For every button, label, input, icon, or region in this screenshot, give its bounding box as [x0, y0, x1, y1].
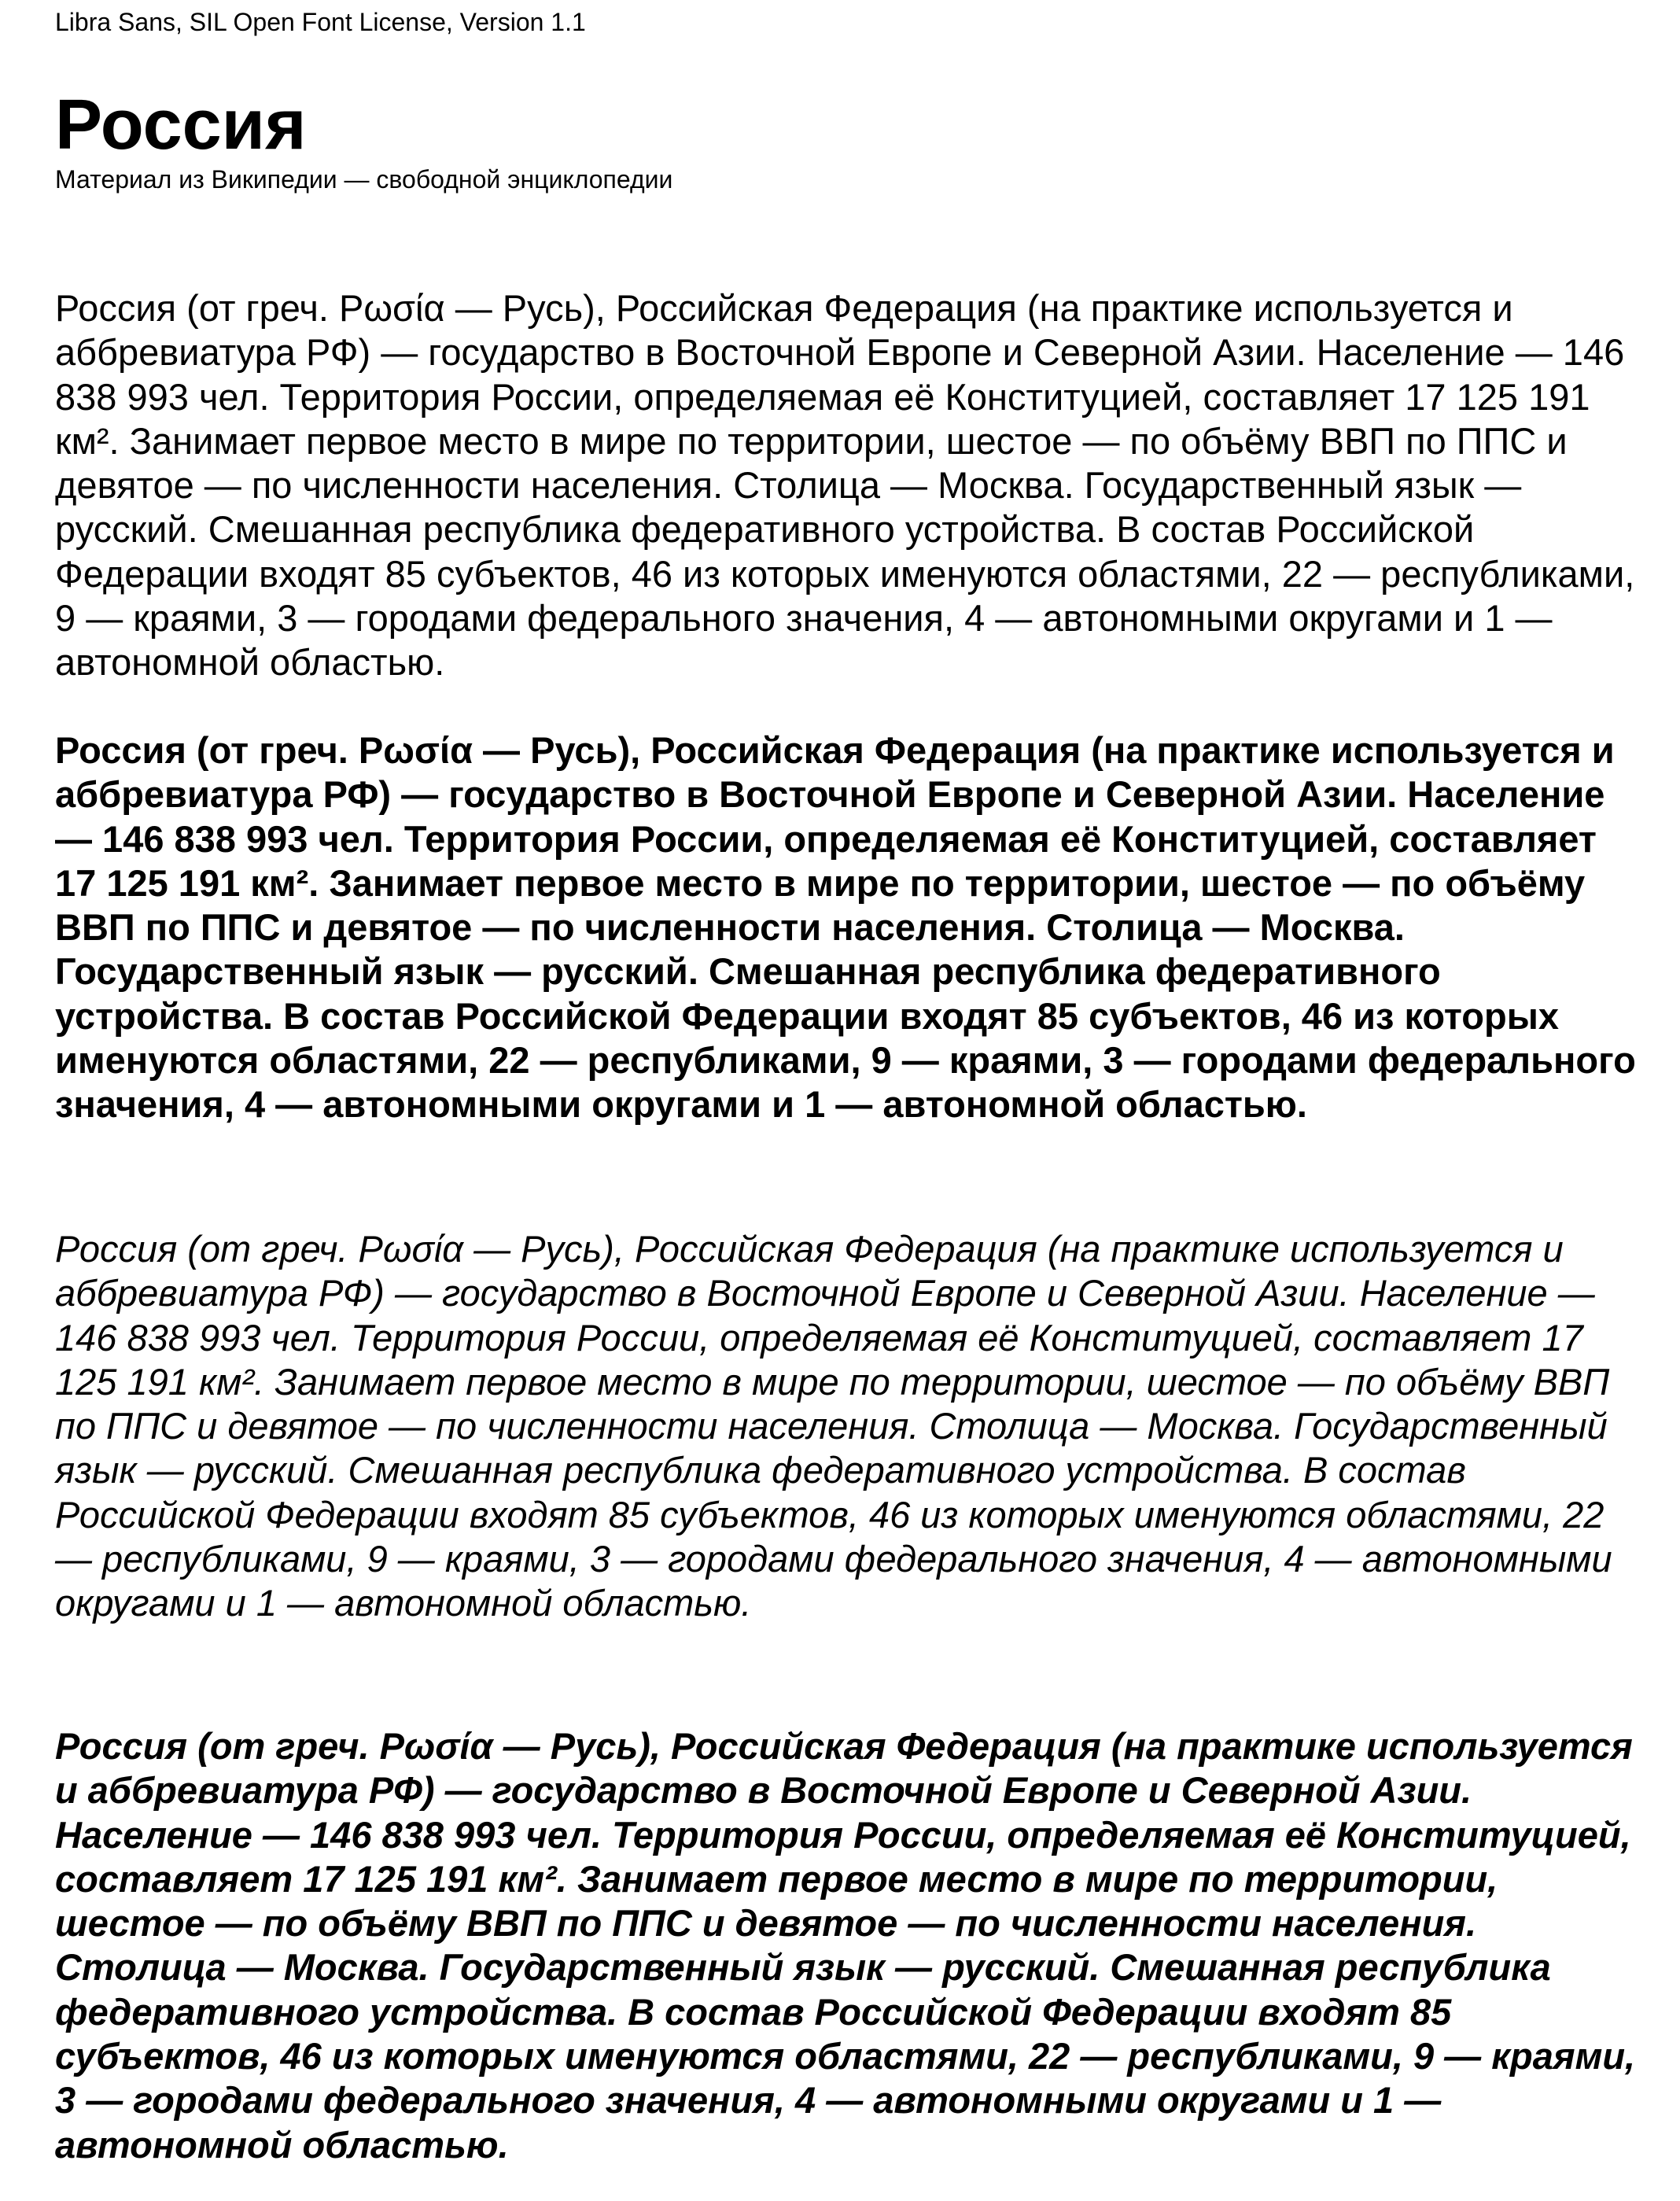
paragraph-italic: Россия (от греч. Ρωσία — Русь), Российская Федерация (на практике используется и аббревиатура РФ) — государство в Восточной Европе и Северной Азии. Население — 146 838 993 чел. Территория России, определяемая её Конституцией, составляет 17 125 191 км². Занимает первое место в мире по территории, шестое — по объёму ВВП по ППС и девятое — по численности населения. Столица — Москва. Государственный язык — русский. Смешанная республика федеративного устройства. В состав Российской Федерации входят 85 субъектов, 46 из которых именуются областями, 22 — республиками, 9 — краями, 3 — городами федерального значения, 4 — автономными округами и 1 — автономной областью.	[55, 1228, 1612, 1624]
paragraph-bold: Россия (от греч. Ρωσία — Русь), Российская Федерация (на практике используется и аббревиатура РФ) — государство в Восточной Европе и Северной Азии. Население — 146 838 993 чел. Территория России, определяемая её Конституцией, составляет 17 125 191 км². Занимает первое место в мире по территории, шестое — по объёму ВВП по ППС и девятое — по численности населения. Столица — Москва. Государственный язык — русский. Смешанная республика федеративного устройства. В состав Российской Федерации входят 85 субъектов, 46 из которых именуются областями, 22 — республиками, 9 — краями, 3 — городами федерального значения, 4 — автономными округами и 1 — автономной областью.	[55, 729, 1636, 1126]
paragraph-regular: Россия (от греч. Ρωσία — Русь), Российская Федерация (на практике используется и аббревиатура РФ) — государство в Восточной Европе и Северной Азии. Население — 146 838 993 чел. Территория России, определяемая её Конституцией, составляет 17 125 191 км². Занимает первое место в мире по территории, шестое — по объёму ВВП по ППС и девятое — по численности населения. Столица — Москва. Государственный язык — русский. Смешанная республика федеративного устройства. В состав Российской Федерации входят 85 субъектов, 46 из которых именуются областями, 22 — республиками, 9 — краями, 3 — городами федерального значения, 4 — автономными округами и 1 — автономной областью.	[55, 287, 1635, 684]
font-license-note: Libra Sans, SIL Open Font License, Version 1.1	[55, 8, 586, 36]
page-title: Россия	[55, 86, 307, 164]
page-subtitle: Материал из Википедии — свободной энциклопедии	[55, 165, 673, 194]
paragraph-bold-italic: Россия (от греч. Ρωσία — Русь), Российская Федерация (на практике используется и аббревиатура РФ) — государство в Восточной Европе и Северной Азии. Население — 146 838 993 чел. Территория России, определяемая её Конституцией, составляет 17 125 191 км². Занимает первое место в мире по территории, шестое — по объёму ВВП по ППС и девятое — по численности населения. Столица — Москва. Государственный язык — русский. Смешанная республика федеративного устройства. В состав Российской Федерации входят 85 субъектов, 46 из которых именуются областями, 22 — республиками, 9 — краями, 3 — городами федерального значения, 4 — автономными округами и 1 — автономной областью.	[55, 1725, 1636, 2166]
